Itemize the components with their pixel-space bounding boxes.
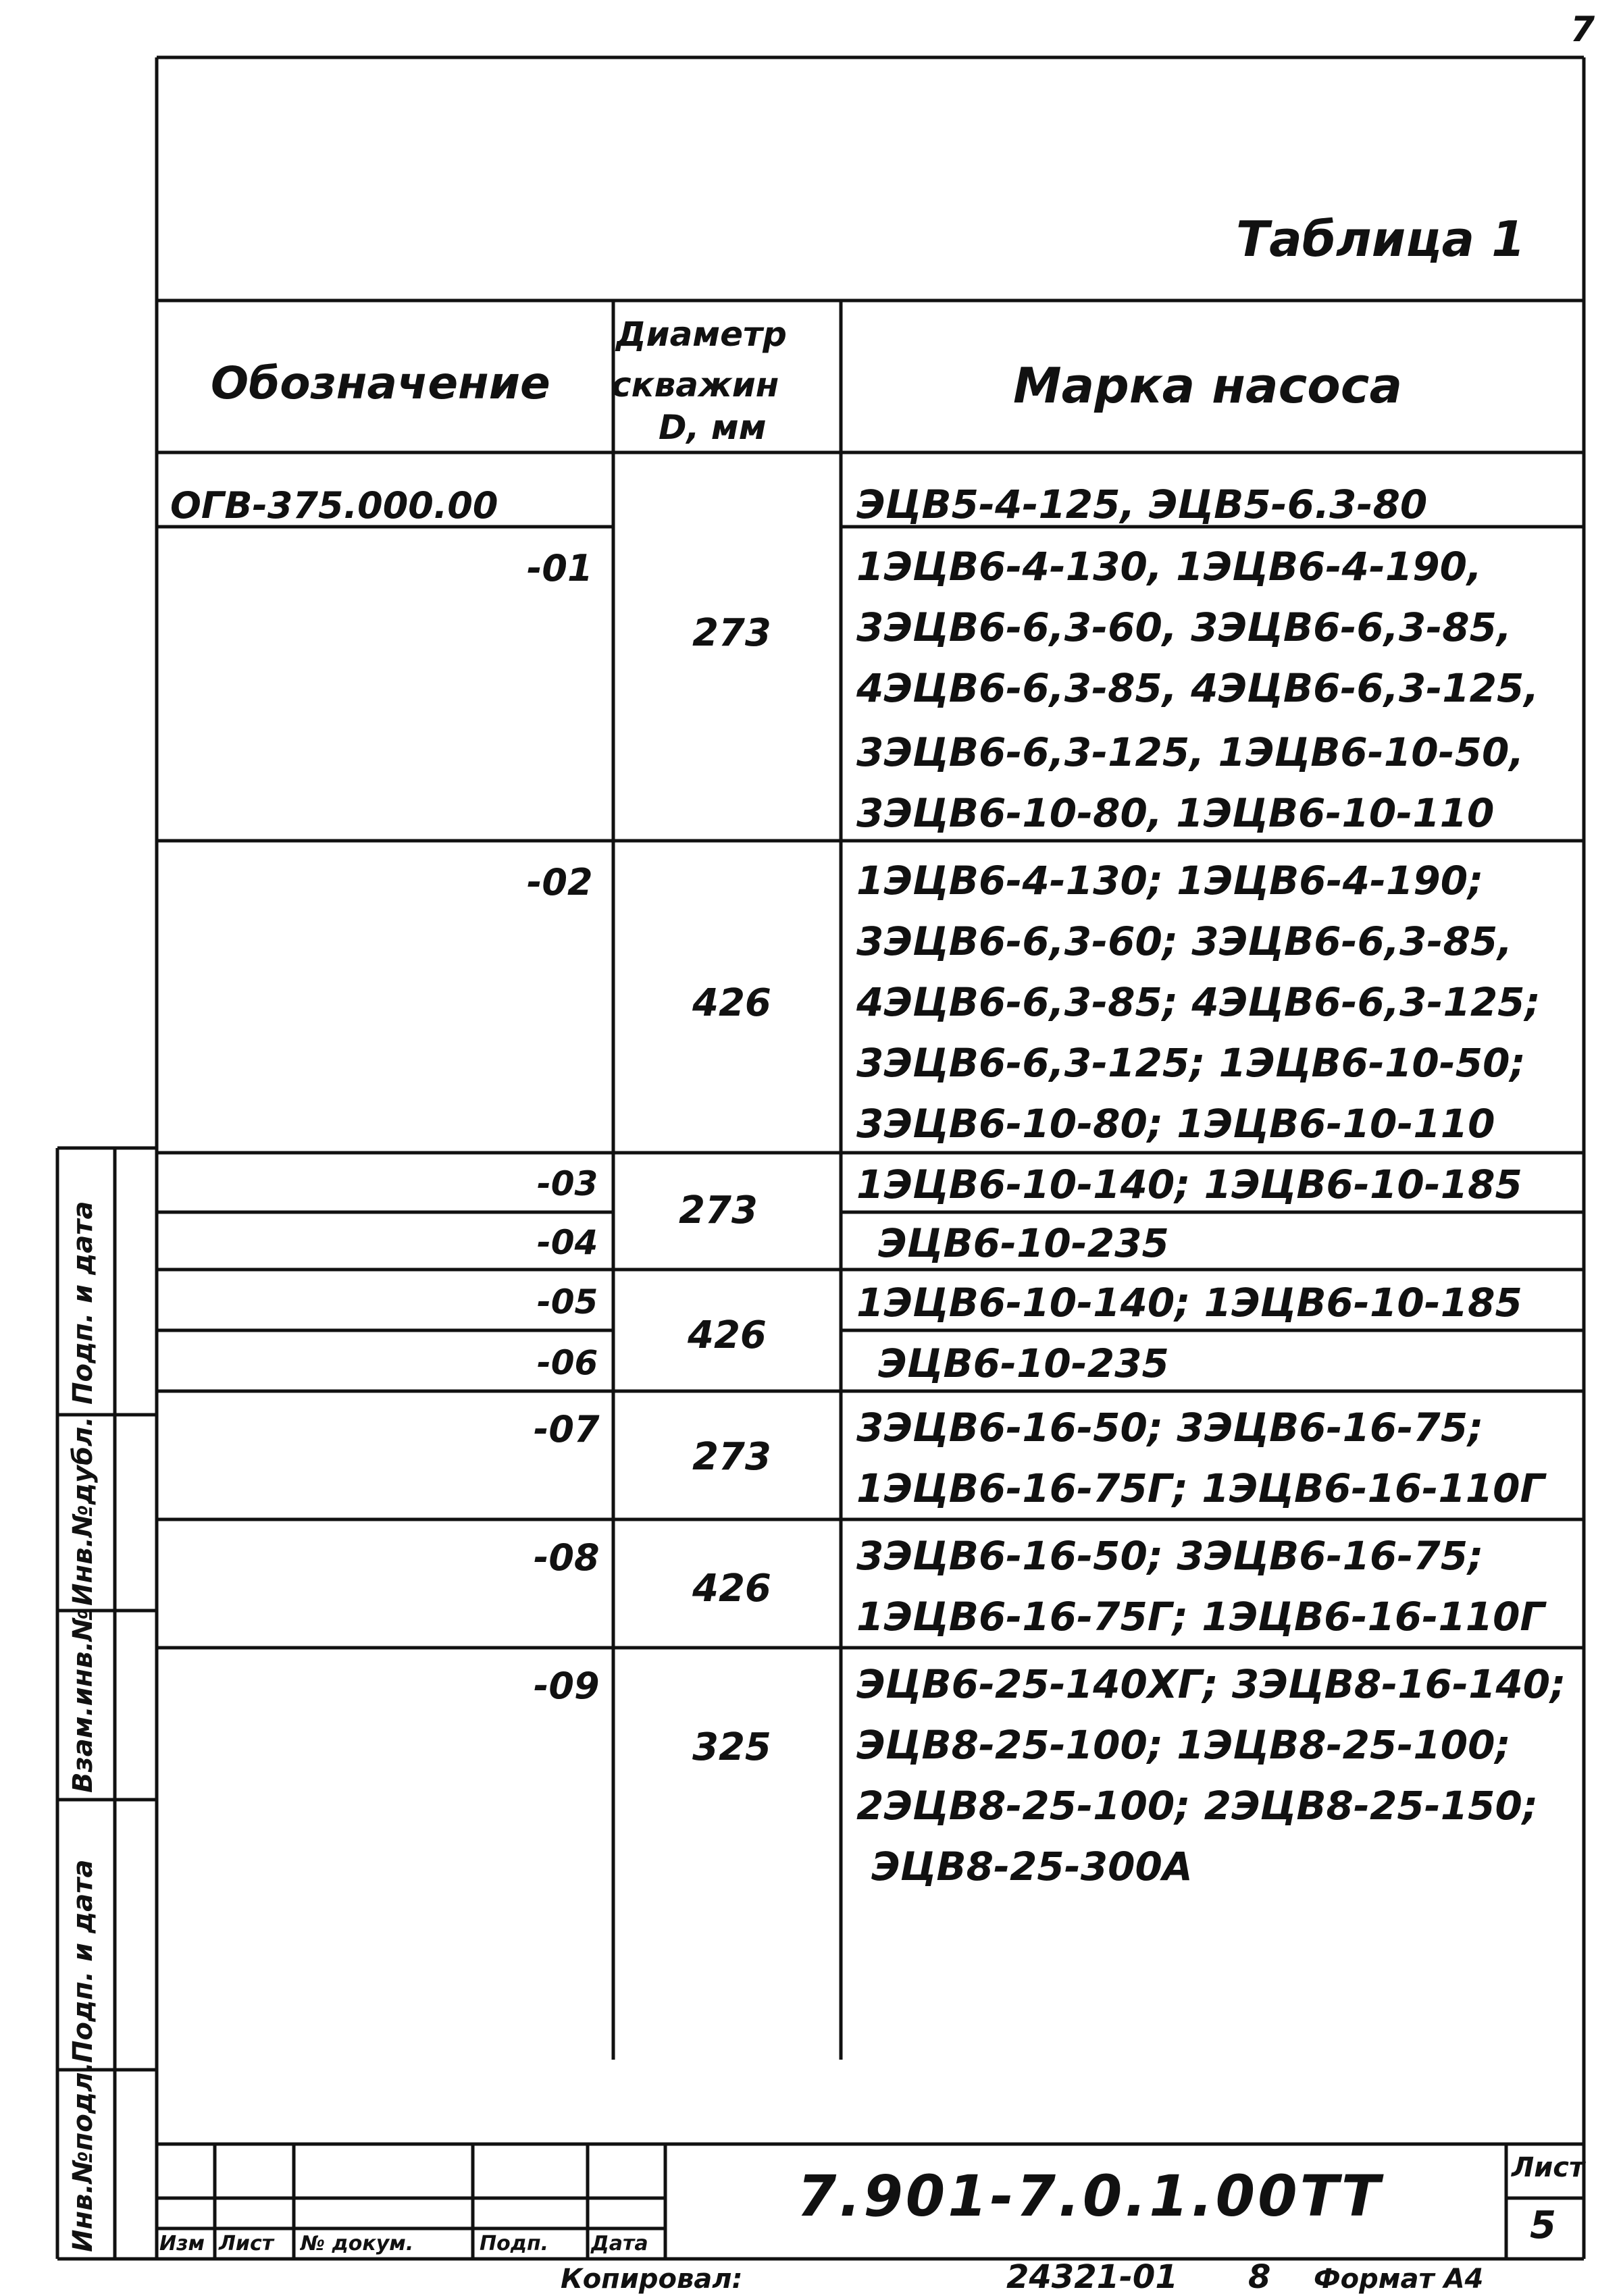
sidebar-inv-dubl: Инв.№дубл. xyxy=(68,1416,99,1606)
pump-line: 4ЭЦВ6-6,3-85, 4ЭЦВ6-6,3-125, xyxy=(856,665,1539,711)
row-diameter: 273 xyxy=(692,611,771,655)
header-diameter-line2: скважин xyxy=(611,365,779,405)
pump-line: 1ЭЦВ6-4-130, 1ЭЦВ6-4-190, xyxy=(856,544,1482,590)
sidebar-inv-podl: Инв.№подл. xyxy=(68,2062,99,2252)
footer-sheet-index: 8 xyxy=(1248,2258,1271,2296)
pump-line: 3ЭЦВ6-16-50; 3ЭЦВ6-16-75; xyxy=(856,1405,1484,1451)
pump-line: ЭЦВ8-25-300А xyxy=(871,1844,1193,1889)
row-designation: -07 xyxy=(534,1408,600,1451)
pump-line: ЭЦВ6-10-235 xyxy=(878,1340,1169,1386)
row-designation: -02 xyxy=(527,861,593,904)
header-diameter-line3: D, мм xyxy=(659,408,767,447)
stamp-sheet-label: Лист xyxy=(1512,2152,1585,2183)
sidebar-podp-data-1: Подп. и дата xyxy=(68,1859,99,2063)
row-designation: -08 xyxy=(534,1536,600,1579)
pump-line: 3ЭЦВ6-6,3-125; 1ЭЦВ6-10-50; xyxy=(856,1040,1526,1086)
stamp-sheet-number: 5 xyxy=(1530,2203,1556,2247)
footer-format: Формат А4 xyxy=(1314,2264,1484,2295)
pump-line: 2ЭЦВ8-25-100; 2ЭЦВ8-25-150; xyxy=(856,1783,1539,1829)
page-number: 7 xyxy=(1570,9,1595,50)
stamp-doc-code: 7.901-7.0.1.00ТТ xyxy=(797,2163,1383,2229)
stamp-col-data: Дата xyxy=(591,2232,648,2255)
row-designation: -09 xyxy=(534,1665,600,1707)
pump-line: 3ЭЦВ6-6,3-60; 3ЭЦВ6-6,3-85, xyxy=(856,918,1513,964)
pump-line: 3ЭЦВ6-6,3-60, 3ЭЦВ6-6,3-85, xyxy=(856,604,1512,650)
row-diameter: 426 xyxy=(692,1567,771,1611)
row-diameter: 426 xyxy=(688,1313,767,1357)
pump-line: ЭЦВ5-4-125, ЭЦВ5-6.3-80 xyxy=(856,481,1428,527)
table-caption: Таблица 1 xyxy=(1236,211,1526,267)
row-diameter: 273 xyxy=(679,1189,758,1232)
pump-line: 1ЭЦВ6-16-75Г; 1ЭЦВ6-16-110Г xyxy=(856,1465,1545,1511)
sidebar-podp-data-2: Подп. и дата xyxy=(68,1201,99,1405)
row-designation: -06 xyxy=(537,1343,598,1382)
pump-line: 3ЭЦВ6-16-50; 3ЭЦВ6-16-75; xyxy=(856,1533,1484,1579)
row-diameter: 426 xyxy=(692,981,771,1025)
row-diameter: 325 xyxy=(692,1725,771,1769)
row-diameter: 273 xyxy=(692,1435,771,1479)
pump-line: 1ЭЦВ6-10-140; 1ЭЦВ6-10-185 xyxy=(856,1280,1522,1326)
pump-line: ЭЦВ8-25-100; 1ЭЦВ8-25-100; xyxy=(856,1722,1511,1768)
stamp-col-ndokum: № докум. xyxy=(301,2232,414,2255)
row-designation: -05 xyxy=(537,1282,598,1322)
row-designation: ОГВ-375.000.00 xyxy=(170,484,498,527)
row-designation: -04 xyxy=(537,1223,598,1262)
row-designation: -03 xyxy=(537,1164,598,1203)
row-designation: -01 xyxy=(527,547,593,590)
header-diameter-line1: Диаметр xyxy=(616,315,787,354)
pump-line: 3ЭЦВ6-6,3-125, 1ЭЦВ6-10-50, xyxy=(856,729,1524,775)
footer-copied: Копировал: xyxy=(561,2264,743,2295)
pump-line: 4ЭЦВ6-6,3-85; 4ЭЦВ6-6,3-125; xyxy=(856,979,1541,1025)
stamp-col-podp: Подп. xyxy=(480,2232,549,2255)
pump-line: ЭЦВ6-10-235 xyxy=(878,1220,1169,1266)
stamp-col-izm: Изм xyxy=(159,2232,205,2255)
pump-line: 1ЭЦВ6-16-75Г; 1ЭЦВ6-16-110Г xyxy=(856,1594,1545,1640)
pump-line: 3ЭЦВ6-10-80; 1ЭЦВ6-10-110 xyxy=(856,1101,1495,1147)
header-designation: Обозначение xyxy=(211,357,550,409)
pump-line: 1ЭЦВ6-4-130; 1ЭЦВ6-4-190; xyxy=(856,858,1484,904)
stamp-col-list: Лист xyxy=(219,2232,274,2255)
pump-line: 1ЭЦВ6-10-140; 1ЭЦВ6-10-185 xyxy=(856,1162,1522,1207)
pump-line: ЭЦВ6-25-140ХГ; 3ЭЦВ8-16-140; xyxy=(856,1661,1566,1707)
footer-inventory: 24321-01 xyxy=(1006,2258,1178,2296)
header-pump-brand: Марка насоса xyxy=(1013,357,1403,414)
pump-line: 3ЭЦВ6-10-80, 1ЭЦВ6-10-110 xyxy=(856,790,1495,836)
sidebar-vzam-inv: Взам.инв.№ xyxy=(68,1609,99,1793)
